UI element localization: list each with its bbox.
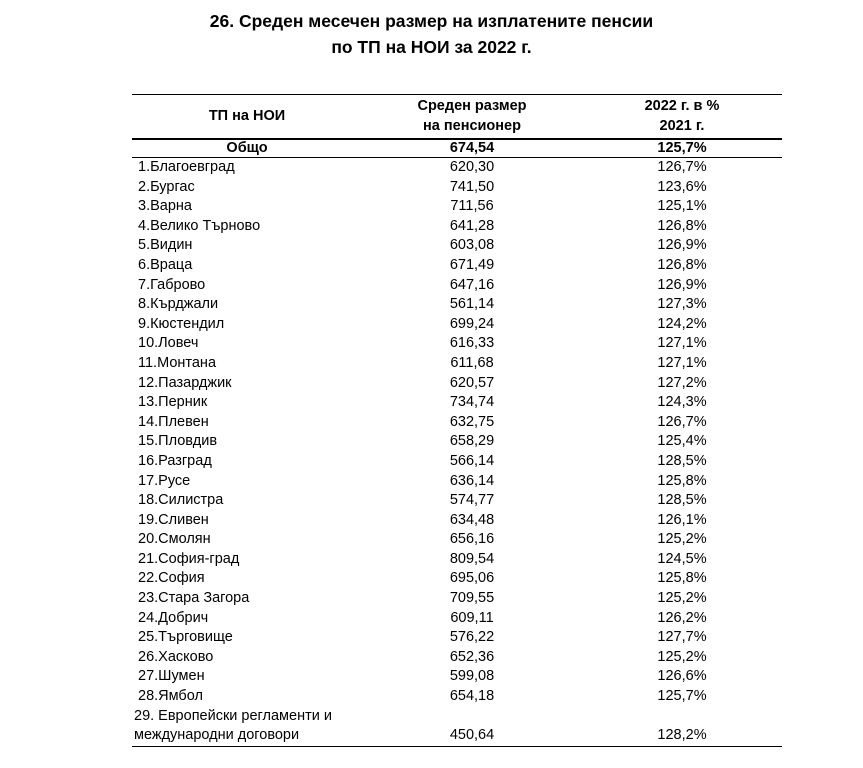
table-row xyxy=(132,295,782,315)
header-average xyxy=(362,95,582,140)
percent-change: 127,2% xyxy=(657,374,707,391)
percent-change: 127,1% xyxy=(657,335,707,352)
office-name: 7.Габрово xyxy=(138,276,206,293)
table-row xyxy=(132,687,782,707)
table-row xyxy=(132,452,782,472)
title-line-1: 26. Среден месечен размер на изплатените пенсии xyxy=(209,11,654,31)
office-name: 2.Бургас xyxy=(138,178,195,195)
table-row xyxy=(132,256,782,276)
table-row xyxy=(132,276,782,296)
office-name: 6.Враца xyxy=(138,256,193,273)
average-pension: 699,24 xyxy=(449,315,495,332)
header-average-line-1: Среден размер xyxy=(417,98,527,114)
total-average: 674,54 xyxy=(362,139,582,158)
table-row xyxy=(132,569,782,589)
average-pension: 450,64 xyxy=(362,707,582,747)
total-percent: 125,7% xyxy=(582,139,782,158)
office-name: 28.Ямбол xyxy=(138,688,203,705)
percent-change: 126,8% xyxy=(657,217,707,234)
header-office-label: ТП на НОИ xyxy=(208,108,286,124)
average-pension: 711,56 xyxy=(450,198,494,215)
average-pension: 656,16 xyxy=(449,531,495,548)
office-name: 13.Перник xyxy=(138,394,208,411)
percent-change: 126,9% xyxy=(657,276,707,293)
title-line-2: по ТП на НОИ за 2022 г. xyxy=(331,37,532,57)
table-row xyxy=(132,491,782,511)
office-name-line-1: 29. Европейски регламенти и xyxy=(134,707,332,724)
office-name: 24.Добрич xyxy=(138,609,209,626)
average-pension: 609,11 xyxy=(450,609,494,626)
table-row xyxy=(132,550,782,570)
percent-change: 124,5% xyxy=(657,550,707,567)
percent-change: 127,3% xyxy=(657,296,707,313)
percent-change: 128,5% xyxy=(657,492,707,509)
percent-change: 125,2% xyxy=(657,590,707,607)
average-pension: 620,57 xyxy=(449,374,495,391)
percent-change: 125,8% xyxy=(657,472,707,489)
percent-change: 125,2% xyxy=(657,648,707,665)
percent-change: 128,2% xyxy=(582,707,782,747)
average-pension: 599,08 xyxy=(449,668,495,685)
percent-change: 125,8% xyxy=(657,570,707,587)
office-name: 4.Велико Търново xyxy=(138,217,261,234)
office-name: 14.Плевен xyxy=(138,413,209,430)
office-name: 19.Сливен xyxy=(138,511,209,528)
percent-change: 125,4% xyxy=(657,433,707,450)
average-pension: 734,74 xyxy=(449,394,495,411)
percent-change: 123,6% xyxy=(657,178,707,195)
header-average-line-2: на пенсионер xyxy=(423,118,521,134)
average-pension: 566,14 xyxy=(449,452,495,469)
average-pension: 641,28 xyxy=(449,217,495,234)
table-row xyxy=(132,315,782,335)
office-name: 16.Разград xyxy=(138,452,212,469)
pension-table-container xyxy=(132,94,782,747)
average-pension: 741,50 xyxy=(449,178,495,195)
table-row xyxy=(132,354,782,374)
table-row xyxy=(132,648,782,668)
office-name: 27.Шумен xyxy=(138,668,205,685)
table-row xyxy=(132,530,782,550)
percent-change: 125,7% xyxy=(657,688,707,705)
office-name: 23.Стара Загора xyxy=(138,590,250,607)
percent-change: 126,2% xyxy=(657,609,707,626)
office-name: 20.Смолян xyxy=(138,531,211,548)
office-name: 26.Хасково xyxy=(138,648,214,665)
percent-change: 124,2% xyxy=(657,315,707,332)
table-row xyxy=(132,628,782,648)
table-row xyxy=(132,393,782,413)
average-pension: 616,33 xyxy=(449,335,495,352)
office-name-line-2: международни договори xyxy=(134,727,300,744)
office-name: 3.Варна xyxy=(138,198,192,215)
average-pension: 709,55 xyxy=(449,590,495,607)
table-row xyxy=(132,472,782,492)
header-percent-line-2: 2021 г. xyxy=(659,118,705,134)
average-pension: 658,29 xyxy=(449,433,495,450)
table-row xyxy=(132,217,782,237)
average-pension: 603,08 xyxy=(449,237,495,254)
pension-table xyxy=(132,94,782,747)
percent-change: 127,1% xyxy=(657,354,707,371)
percent-change: 125,1% xyxy=(657,198,707,215)
header-percent-line-1: 2022 г. в % xyxy=(644,98,720,114)
office-name: 9.Кюстендил xyxy=(138,315,225,332)
average-pension: 647,16 xyxy=(449,276,495,293)
table-row xyxy=(132,197,782,217)
table-row xyxy=(132,413,782,433)
table-row xyxy=(132,374,782,394)
average-pension: 632,75 xyxy=(449,413,495,430)
office-name: 15.Пловдив xyxy=(138,433,218,450)
percent-change: 126,7% xyxy=(657,159,707,175)
average-pension: 652,36 xyxy=(449,648,495,665)
table-body xyxy=(132,139,782,746)
table-row xyxy=(132,178,782,198)
table-row xyxy=(132,334,782,354)
table-row xyxy=(132,158,782,178)
office-name: 5.Видин xyxy=(138,237,193,254)
percent-change: 124,3% xyxy=(657,394,707,411)
office-name: 22.София xyxy=(138,570,205,587)
header-percent xyxy=(582,95,782,140)
average-pension: 576,22 xyxy=(449,629,495,646)
table-row xyxy=(132,432,782,452)
percent-change: 126,1% xyxy=(657,511,707,528)
average-pension: 809,54 xyxy=(449,550,495,567)
percent-change: 125,2% xyxy=(657,531,707,548)
office-name: 25.Търговище xyxy=(138,629,233,646)
average-pension: 620,30 xyxy=(449,159,495,175)
average-pension: 654,18 xyxy=(449,688,495,705)
average-pension: 695,06 xyxy=(449,570,495,587)
average-pension: 636,14 xyxy=(449,472,495,489)
table-row xyxy=(132,667,782,687)
office-name-multiline xyxy=(132,707,362,747)
percent-change: 126,8% xyxy=(657,256,707,273)
total-row xyxy=(132,139,782,158)
percent-change: 126,6% xyxy=(657,668,707,685)
average-pension: 574,77 xyxy=(449,492,495,509)
office-name: 11.Монтана xyxy=(138,354,217,371)
office-name: 1.Благоевград xyxy=(138,159,235,175)
header-office xyxy=(132,95,362,140)
average-pension: 634,48 xyxy=(449,511,495,528)
office-name: 8.Кърджали xyxy=(138,296,219,313)
average-pension: 561,14 xyxy=(449,296,495,313)
office-name: 10.Ловеч xyxy=(138,335,199,352)
page-title xyxy=(0,8,863,60)
table-header-row xyxy=(132,95,782,140)
table-row xyxy=(132,236,782,256)
percent-change: 126,9% xyxy=(657,237,707,254)
percent-change: 127,7% xyxy=(657,629,707,646)
total-label: Общо xyxy=(132,139,362,158)
percent-change: 126,7% xyxy=(657,413,707,430)
office-name: 17.Русе xyxy=(138,472,191,489)
percent-change: 128,5% xyxy=(657,452,707,469)
office-name: 12.Пазарджик xyxy=(138,374,232,391)
table-row xyxy=(132,589,782,609)
average-pension: 611,68 xyxy=(450,354,494,371)
office-name: 21.София-град xyxy=(138,550,240,567)
average-pension: 671,49 xyxy=(449,256,495,273)
table-row xyxy=(132,511,782,531)
office-name: 18.Силистра xyxy=(138,492,224,509)
table-row xyxy=(132,609,782,629)
table-row-last xyxy=(132,707,782,747)
